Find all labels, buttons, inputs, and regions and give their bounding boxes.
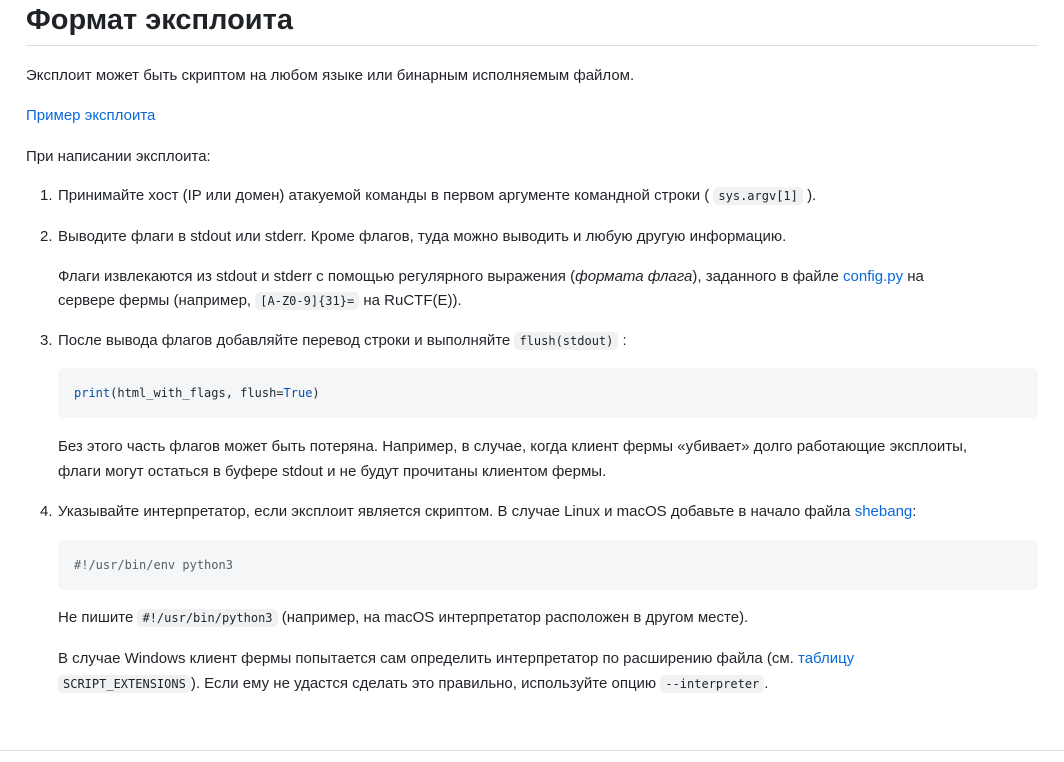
flag-format-line-1 <box>58 265 924 289</box>
config-py-link[interactable]: config.py <box>843 268 904 285</box>
code-keyword: True <box>283 386 313 400</box>
lead-paragraph: При написании эксплоита: <box>26 148 211 165</box>
list-item-text <box>58 184 816 208</box>
extensions-table-link[interactable]: таблицу <box>798 650 855 667</box>
inline-code: #!/usr/bin/python3 <box>137 609 277 627</box>
shebang-note <box>58 606 748 630</box>
flush-note-line-1: Без этого часть флагов может быть потеряна. Например, в случае, когда клиент фермы «убивает» долго работающие эксплоиты, <box>58 438 968 455</box>
windows-note-line-1 <box>58 647 854 671</box>
flag-format-line-2 <box>58 289 462 313</box>
example-exploit-link[interactable]: Пример эксплоита <box>26 107 156 124</box>
inline-code: --interpreter <box>660 675 764 693</box>
list-item-text: Выводите флаги в stdout или stderr. Кроме флагов, туда можно выводить и любую другую информацию. <box>58 228 787 245</box>
bottom-divider <box>0 750 1064 751</box>
code-args: (html_with_flags, flush= <box>110 386 284 400</box>
item-text-before: Указывайте интерпретатор, если эксплоит является скриптом. В случае Linux и macOS добавьте в начало файла <box>58 503 851 520</box>
text-fragment: Флаги извлекаются из stdout и stderr с помощью регулярного выражения ( <box>58 268 576 285</box>
example-paragraph <box>26 104 155 128</box>
inline-code: flush(stdout) <box>514 332 618 350</box>
emphasis-text: формата флага <box>575 268 693 285</box>
intro-paragraph: Эксплоит может быть скриптом на любом языке или бинарным исполняемым файлом. <box>26 67 635 84</box>
text-fragment: В случае Windows клиент фермы попытается сам определить интерпретатор по расширению файла (см. <box>58 650 794 667</box>
item-text-before: После вывода флагов добавляйте перевод строки и выполняйте <box>58 332 511 349</box>
item-text-after: : <box>912 503 917 520</box>
code-block-shebang[interactable]: #!/usr/bin/env python3 <box>58 540 1038 590</box>
list-item-text <box>58 329 627 353</box>
text-fragment: на <box>907 268 924 285</box>
list-number: 1. <box>40 187 53 204</box>
code-block-print[interactable] <box>58 368 1038 418</box>
document-content <box>26 0 1038 692</box>
item-text-before: Принимайте хост (IP или домен) атакуемой команды в первом аргументе командной строки ( <box>58 187 710 204</box>
item-text-after: ). <box>807 187 817 204</box>
windows-note-line-2 <box>58 672 768 696</box>
list-number: 4. <box>40 503 53 520</box>
flush-note-line-2: флаги могут остаться в буфере stdout и не будут прочитаны клиентом фермы. <box>58 463 607 480</box>
text-fragment: ), заданного в файле <box>692 268 839 285</box>
code-function: print <box>74 386 111 400</box>
list-item-text <box>58 500 916 524</box>
text-fragment: (например, на macOS интерпретатор расположен в другом месте). <box>281 609 749 626</box>
inline-code: sys.argv[1] <box>713 187 802 205</box>
text-fragment: Не пишите <box>58 609 134 626</box>
shebang-link[interactable]: shebang <box>854 503 913 520</box>
text-fragment: ). Если ему не удастся сделать это правильно, используйте опцию <box>190 675 657 692</box>
item-text-after: : <box>622 332 627 349</box>
code-args-end: ) <box>312 386 320 400</box>
list-number: 2. <box>40 228 53 245</box>
text-fragment: . <box>764 675 769 692</box>
text-fragment: на RuCTF(E)). <box>363 292 462 309</box>
text-fragment: сервере фермы (например, <box>58 292 252 309</box>
page-title: Формат эксплоита <box>26 0 1038 46</box>
list-number: 3. <box>40 332 53 349</box>
inline-code: SCRIPT_EXTENSIONS <box>58 675 191 693</box>
inline-code: [A-Z0-9]{31}= <box>255 292 359 310</box>
